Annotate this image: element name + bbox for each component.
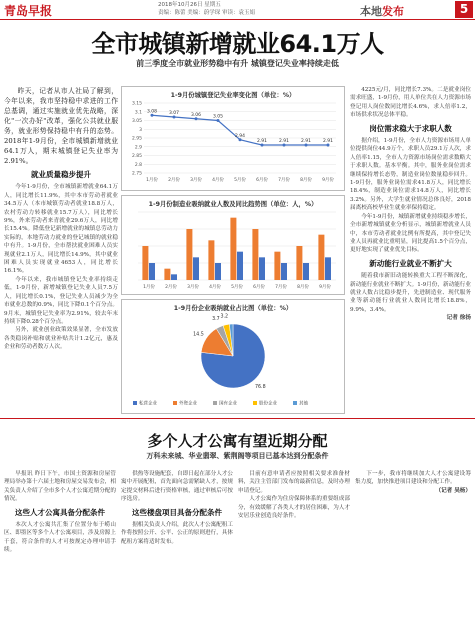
second-subheadline: 万科未来城、华业翡翠、紫荆阁等项目已基本达到分配条件 [146, 452, 329, 460]
paragraph: 4225元/月，同比增长7.3%。二是就业岗位需求旺盛，1-9月份，用人单位共在人力资源市场登记用人岗位数同比增长4.6%，求人倍率1.2，市场供求状况总体平稳。 [350, 87, 471, 119]
line-chart-svg [122, 87, 344, 190]
paragraph: 今年1-9月份，全市城镇新增就业64.1万人，同比增长11.9%，其中本市劳动者就业34.5万人（本市城镇劳动者就业18.8万人，农村劳动力转移就业15.7万人），同比增长9%，外来劳动者来青就业29.6万人，同比增长15.4%。降低登记新增就业的城镇总劳动力实际的，本地劳动力就业的登记城镇的就业稳中有升。1-9月份，全市帮扶就业困难人员实现就业2.1万人，同比增长14.9%，其中就业困难人员实现就业4653人，同比增长16.1%。 [4, 184, 118, 275]
slice-label: 3.7 [212, 317, 220, 323]
bar [252, 229, 258, 280]
bar [281, 263, 287, 280]
data-label: 2.91 [300, 139, 312, 144]
article-lead: 昨天，记者从市人社局了解到，今年以来，我市坚持稳中求进的工作总基调，通过实施就业优先战略，深化"一次办好"改革，强化公共就业服务，就业形势保持稳中有升的态势。2018年1-9月份，全市城镇新增就业64.1万人，期末城镇登记失业率为2.91%。 [4, 87, 118, 165]
article2-column-1 [4, 470, 116, 616]
bar [193, 257, 199, 280]
data-label: 3.05 [212, 114, 224, 120]
paragraph: 据相关负责人介绍，此次人才公寓配租工作将按照公开、公平、公正的原则进行，具体配租方案将适时发布。 [121, 522, 233, 545]
paragraph: 随着我市新旧动能转换重大工程不断深化，新动能行业就业不断扩大。1-9月份，新动能行业就业人数占比稳步提升，先进制造业、现代服务业等新动能行业就业人数同比增长18.8%，9.9%，3.4%。 [350, 273, 471, 313]
paragraph: 供热等设施配套，自即日起在部分人才公寓中开展配租，首先面向急需紧缺人才，按规定提交材料后进行资格审核，通过审核后可按序选房。 [121, 471, 233, 503]
y-tick-label: 2.9 [134, 145, 142, 151]
newspaper-logo: 青岛早报 [4, 4, 53, 18]
y-tick-label: 3.1 [134, 110, 142, 116]
bar [259, 257, 265, 280]
page-number: 5 [455, 1, 473, 18]
x-tick-label: 1月份 [146, 178, 158, 183]
y-tick-label: 3 [139, 127, 142, 133]
paragraph: 下一步，我市将继续加大人才公寓建设筹集力度，加快推进项目建设和分配工作。 [355, 471, 471, 486]
subhead-quality: 就业质量稳步提升 [31, 170, 91, 179]
x-tick-label: 1月份 [143, 285, 155, 290]
bar [186, 229, 192, 280]
data-label: 3.06 [190, 112, 202, 118]
legend-label: 其他 [299, 401, 308, 407]
legend-swatch [293, 401, 297, 405]
article1-column-1 [4, 86, 118, 410]
x-tick-label: 6月份 [256, 178, 268, 183]
x-tick-label: 9月份 [322, 178, 334, 183]
paragraph: 另外，就业创业政策效果显著，全市发放各类稳岗补贴和就业补贴共计1.2亿元，惠及企业和劳动者数万人次。 [4, 327, 118, 351]
byline: 记者 徐扬 [446, 315, 471, 322]
bar [215, 263, 221, 280]
x-tick-label: 3月份 [190, 178, 202, 183]
manufacturing-bar-chart [121, 195, 345, 295]
legend-label: 私营企业 [139, 401, 157, 407]
bar [274, 252, 280, 280]
y-tick-label: 3.15 [131, 101, 142, 107]
article2-column-2 [121, 470, 233, 616]
data-label: 2.91 [322, 139, 334, 144]
chart-title: 1-9月份制造业吸纳就业人数及同比趋势图（单位：人，%） [148, 201, 318, 208]
bar [230, 218, 236, 280]
x-tick-label: 8月份 [300, 178, 312, 183]
y-tick-label: 3.05 [131, 119, 142, 124]
data-label: 2.94 [234, 133, 246, 139]
x-tick-label: 9月份 [319, 285, 331, 290]
data-label: 2.91 [256, 139, 268, 144]
y-tick-label: 2.95 [131, 136, 142, 142]
bar [142, 246, 148, 280]
section-name [360, 3, 404, 19]
bar [208, 240, 214, 280]
pie-chart-svg [122, 300, 344, 413]
x-tick-label: 4月份 [209, 285, 221, 290]
x-tick-label: 2月份 [165, 285, 177, 290]
chart-title: 1-9月份企业吸纳就业占比图（单位：%） [173, 305, 293, 312]
bar [303, 263, 309, 280]
issue-date: 2018年10月26日 星期五 [158, 2, 221, 8]
bar [325, 257, 331, 280]
legend-label: 国有企业 [219, 401, 237, 407]
legend-swatch [133, 401, 137, 405]
y-tick-label: 2.85 [131, 154, 142, 159]
section-label: 本地 [360, 5, 382, 18]
paragraph: 今年以来，我市城镇登记失业率持续走低，1-9月份，新增城镇登记失业人员7.5万人，同比增长0.1%，登记失业人员减少为全市就业总数的0.9%，同比下降0.1个百分点。9月末，城镇登记失业率为2.91%，较去年末持续下降0.28个百分点。 [4, 276, 118, 325]
x-tick-label: 6月份 [253, 285, 265, 290]
subhead-pioneer: 新动能行业就业不断扩大 [369, 258, 452, 268]
x-tick-label: 3月份 [187, 285, 199, 290]
enterprise-pie-chart [121, 299, 345, 414]
legend-label: 外资企业 [179, 401, 197, 407]
y-tick-label: 2.8 [134, 162, 142, 168]
data-label: 2.91 [278, 139, 290, 144]
x-tick-label: 5月份 [231, 285, 243, 290]
slice-label: 76.8 [254, 385, 266, 391]
x-tick-label: 4月份 [212, 178, 224, 183]
subhead-projects: 这些楼盘项目具备分配条件 [132, 507, 222, 517]
newspaper-header [0, 0, 475, 20]
bar [296, 246, 302, 280]
subhead-apartments: 这些人才公寓具备分配条件 [15, 507, 105, 517]
bar [164, 269, 170, 280]
bar-chart-svg [122, 196, 344, 294]
issue-editors: 责编：陈蕾 美编：蔚学琛 审读：袁玉娟 [158, 10, 255, 16]
x-tick-label: 5月份 [234, 178, 246, 183]
paragraph: 目前有意申请者应按照相关要求准备材料，关注主管部门发布的最新信息，及时办理申请登记。 [238, 471, 350, 494]
paragraph: 本次人才公寓共汇集了位置分布于崂山区、即墨区等多个人才公寓项目，涉及房源上千套，符合条件的人才可按规定办理申请手续。 [4, 522, 116, 554]
main-subheadline: 前三季度全市就业形势稳中有升 城镇登记失业率持续走低 [136, 59, 339, 68]
slice-label: 14.5 [193, 332, 204, 338]
legend-swatch [173, 401, 177, 405]
bar [171, 274, 177, 280]
paragraph: 今年1-9月份，城镇新增就业持续稳步增长，全市新增城镇就业分析显示，城镇新增就业人员中，本市劳动者就业比例有所提高，其中登记失业人员再就业比重明显，同比提高1.5个百分点，更好地实现了就业优先目标。 [350, 213, 471, 254]
legend-swatch [213, 401, 217, 405]
unemployment-line-chart [121, 86, 345, 191]
paragraph: 人才公寓作为住房保障体系的重要组成部分，有效缓解了各类人才的居住困难，为人才安居乐业创造良好条件。 [238, 496, 350, 520]
x-tick-label: 7月份 [275, 285, 287, 290]
data-label: 3.07 [168, 111, 180, 116]
second-headline: 多个人才公寓有望近期分配 [147, 432, 328, 450]
issue-meta [158, 1, 255, 17]
x-tick-label: 7月份 [278, 178, 290, 183]
paragraph: 早报讯 昨日下午，市国土资源和房屋管理局举办第十六届土地和房屋交易发布会，相关负责人介绍了全市多个人才公寓近期分配的情况。 [4, 471, 116, 503]
section-accent: 发布 [382, 5, 404, 18]
article1-column-3 [350, 86, 471, 412]
bar [318, 235, 324, 280]
x-tick-label: 8月份 [297, 285, 309, 290]
article2-column-4 [355, 470, 471, 616]
y-tick-label: 2.75 [131, 171, 142, 177]
section-divider [0, 418, 475, 419]
article2-column-3 [238, 470, 350, 616]
main-headline: 全市城镇新增就业64.1万人 [91, 30, 384, 58]
legend-swatch [253, 401, 257, 405]
data-label: 3.08 [146, 109, 158, 115]
byline: （记者 吴杨） [435, 487, 471, 494]
bar [237, 252, 243, 280]
chart-title: 1-9月份城镇登记失业率变化图（单位：%） [170, 92, 296, 99]
subhead-demand: 岗位需求稳大于求职人数 [369, 123, 452, 133]
x-tick-label: 2月份 [168, 178, 180, 183]
bar [149, 263, 155, 280]
legend-label: 股份企业 [259, 401, 277, 407]
slice-label: 3.2 [220, 314, 229, 320]
paragraph: 据介绍，1-9月份，全市人力资源市场用人单位提供岗位44.9万个，求职人员29.1万人次，求人倍率1.15，全市人力资源市场岗位需求数略大于求职人数。基本平衡。其中，服务业岗位需求继续保持增长态势，制造业岗位数量稳步回升。1-9月份，服务业岗位需求41.8万人，同比增长18.4%，制造业岗位需求14.8万人，同比增长3.2%。另外，大学生就业情况总体良好，2018届离校高校毕业生就业率保持稳定。 [350, 138, 471, 212]
